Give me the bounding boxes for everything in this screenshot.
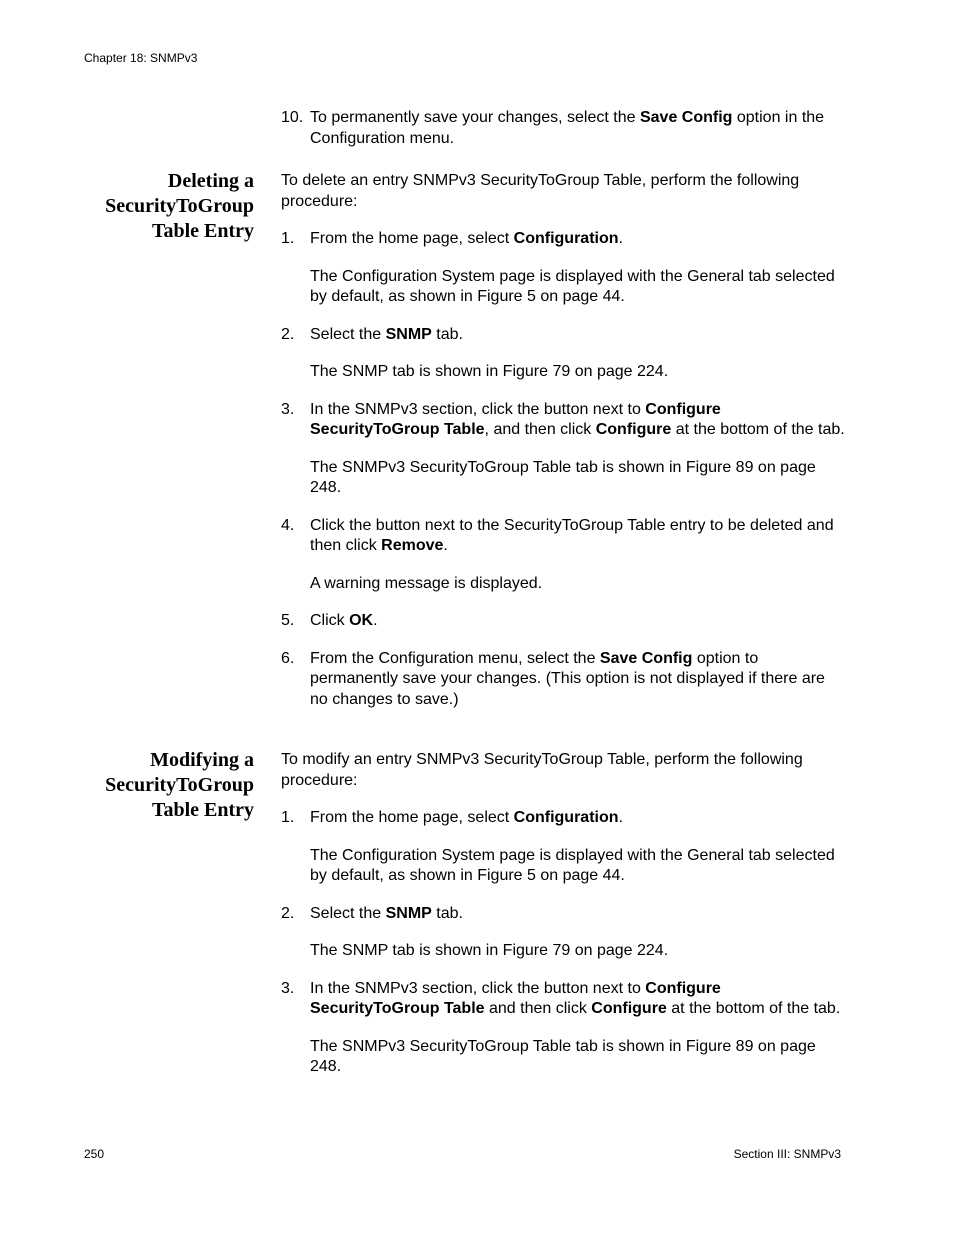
intro-step-block: [281, 108, 846, 149]
step-10: 10. To permanently save your changes, select the Save Config option in the Configuration menu.: [281, 109, 825, 147]
step-3-note: The SNMPv3 SecurityToGroup Table tab is shown in Figure 89 on page 248.: [310, 1037, 816, 1075]
running-header: Chapter 18: SNMPv3: [84, 51, 198, 65]
step-1-note: The Configuration System page is displayed with the General tab selected by default, as shown in Figure 5 on page 44.: [310, 267, 835, 305]
delete-section-body: [281, 171, 846, 710]
step-2-note: The SNMP tab is shown in Figure 79 on page 224.: [310, 942, 669, 959]
step-5: 5. Click OK.: [281, 612, 378, 629]
step-6: 6. From the Configuration menu, select the Save Config option to permanently save your changes. (This option is not displayed if there are no changes to save.): [281, 649, 825, 708]
footer-section-title: Section III: SNMPv3: [733, 1147, 841, 1161]
step-4-note: A warning message is displayed.: [310, 574, 543, 592]
delete-section-heading: Deleting a SecurityToGroup Table Entry: [105, 170, 254, 242]
modify-section-heading: Modifying a SecurityToGroup Table Entry: [105, 749, 254, 821]
step-1: 1. From the home page, select Configuration.: [281, 809, 623, 826]
step-4: 4. Click the button next to the SecurityToGroup Table entry to be deleted and then click Remove.: [281, 516, 834, 554]
section-intro: To modify an entry SNMPv3 SecurityToGroup Table, perform the following procedure:: [281, 751, 803, 789]
step-3: 3. In the SNMPv3 section, click the button next to Configure SecurityToGroup Table, and then click Configure at the bottom of the tab.: [281, 400, 845, 438]
step-3: 3. In the SNMPv3 section, click the button next to Configure SecurityToGroup Table and then click Configure at the bottom of the tab.: [281, 979, 841, 1017]
section-intro: To delete an entry SNMPv3 SecurityToGroup Table, perform the following procedure:: [281, 172, 800, 210]
step-2-note: The SNMP tab is shown in Figure 79 on page 224.: [310, 363, 669, 380]
step-2: 2. Select the SNMP tab.: [281, 325, 463, 343]
step-1: 1. From the home page, select Configuration.: [281, 230, 623, 247]
step-1-note: The Configuration System page is displayed with the General tab selected by default, as shown in Figure 5 on page 44.: [310, 846, 835, 884]
modify-section-body: [281, 750, 846, 1078]
step-2: 2. Select the SNMP tab.: [281, 904, 463, 922]
step-3-note: The SNMPv3 SecurityToGroup Table tab is shown in Figure 89 on page 248.: [310, 458, 816, 496]
page-number: 250: [84, 1147, 105, 1161]
step-number: 10.: [281, 109, 304, 126]
